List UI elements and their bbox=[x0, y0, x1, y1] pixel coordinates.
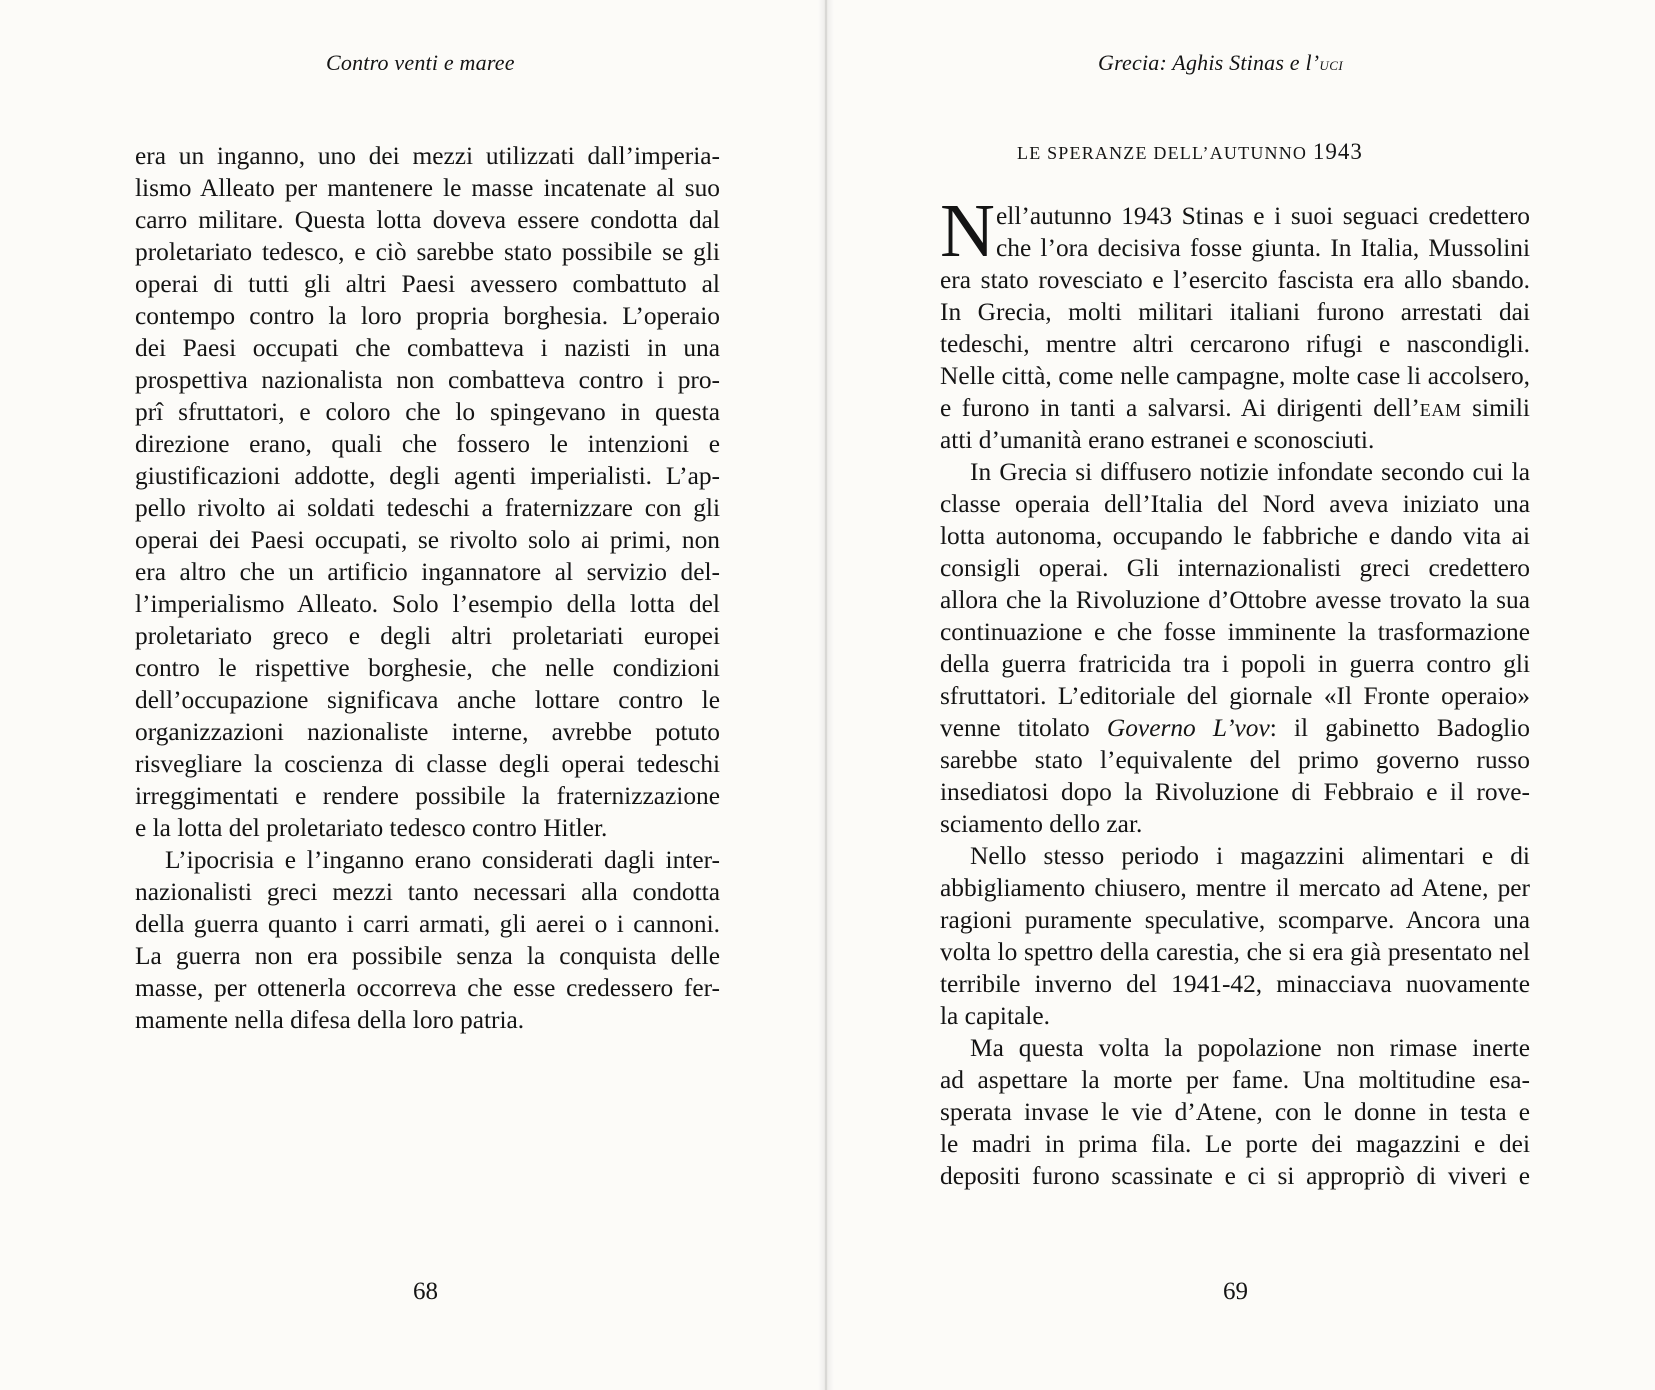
text-line: allora che la Rivoluzione d’Ottobre avesse trovato la sua bbox=[940, 586, 1530, 614]
text-line: organizzazioni nazionaliste interne, avrebbe potuto bbox=[135, 718, 720, 746]
text-line: operai dei Paesi occupati, se rivolto solo ai primi, non bbox=[135, 526, 720, 554]
text-line: depositi furono scassinate e ci si appropriò di viveri e bbox=[940, 1162, 1530, 1190]
text-line: mamente nella difesa della loro patria. bbox=[135, 1006, 525, 1034]
page-number-right: 69 bbox=[1223, 1278, 1248, 1305]
right-text-block bbox=[940, 189, 1530, 1192]
text-line: insediatosi dopo la Rivoluzione di Febbraio e il rove- bbox=[940, 778, 1530, 806]
text-segment: venne titolato bbox=[940, 714, 1107, 742]
text-line: sciamento dello zar. bbox=[940, 810, 1143, 838]
running-head-acronym: uci bbox=[1319, 54, 1344, 74]
section-title-text: LE SPERANZE DELL’AUTUNNO bbox=[1017, 143, 1308, 163]
text-line: irreggimentati e rendere possibile la fraternizzazione bbox=[135, 782, 720, 810]
text-line: lismo Alleato per mantenere le masse incatenate al suo bbox=[135, 174, 720, 202]
page-number-left: 68 bbox=[413, 1278, 438, 1305]
text-line bbox=[940, 392, 1530, 424]
text-line: sperata invase le vie d’Atene, con le donne in testa e bbox=[940, 1098, 1530, 1126]
text-line: ragioni puramente speculative, scomparve. Ancora una bbox=[940, 906, 1530, 934]
text-line: Nelle città, come nelle campagne, molte case li accolsero, bbox=[940, 362, 1530, 390]
text-line: prospettiva nazionalista non combatteva contro i pro- bbox=[135, 366, 720, 394]
text-line bbox=[940, 712, 1530, 744]
right-running-head bbox=[1098, 50, 1343, 76]
text-line: che l’ora decisiva fosse giunta. In Italia, Mussolini bbox=[996, 234, 1530, 262]
text-line: In Grecia si diffusero notizie infondate secondo cui la bbox=[970, 458, 1530, 486]
text-line: terribile inverno del 1941-42, minacciava nuovamente bbox=[940, 970, 1530, 998]
text-line: era altro che un artificio ingannatore al servizio del- bbox=[135, 558, 720, 586]
text-line: lotta autonoma, occupando le fabbriche e dando vita ai bbox=[940, 522, 1530, 550]
text-line: volta lo spettro della carestia, che si era già presentato nel bbox=[940, 938, 1530, 966]
text-line: consigli operai. Gli internazionalisti greci credettero bbox=[940, 554, 1530, 582]
text-line: della guerra quanto i carri armati, gli aerei o i cannoni. bbox=[135, 910, 720, 938]
text-line: Nello stesso periodo i magazzini alimentari e di bbox=[970, 842, 1530, 870]
text-segment: : il gabinetto Badoglio bbox=[1269, 714, 1530, 742]
running-head-text: Grecia: Aghis Stinas e l’ bbox=[1098, 50, 1320, 75]
text-line: era stato rovesciato e l’esercito fascista era allo sbando. bbox=[940, 266, 1530, 294]
text-line: sarebbe stato l’equivalente del primo governo russo bbox=[940, 746, 1530, 774]
book-gutter bbox=[818, 0, 834, 1390]
eam-acronym: eam bbox=[1419, 394, 1462, 422]
text-line: proletariato greco e degli altri proletariati europei bbox=[135, 622, 720, 650]
text-line: sfruttatori. L’editoriale del giornale «Il Fronte operaio» bbox=[940, 682, 1530, 710]
right-page bbox=[826, 0, 1655, 1390]
text-line: pello rivolto ai soldati tedeschi a fraternizzare con gli bbox=[135, 494, 720, 522]
text-line: operai di tutti gli altri Paesi avessero combattuto al bbox=[135, 270, 720, 298]
text-segment: e furono in tanti a salvarsi. Ai dirigenti dell’ bbox=[940, 394, 1420, 422]
text-line: In Grecia, molti militari italiani furono arrestati dai bbox=[940, 298, 1530, 326]
text-line: classe operaia dell’Italia del Nord aveva iniziato una bbox=[940, 490, 1530, 518]
text-line: contempo contro la loro propria borghesia. L’operaio bbox=[135, 302, 720, 330]
text-line: dei Paesi occupati che combatteva i nazisti in una bbox=[135, 334, 720, 362]
text-line: L’ipocrisia e l’inganno erano considerati dagli inter- bbox=[165, 846, 720, 874]
text-line: giustificazioni addotte, degli agenti imperialisti. L’ap- bbox=[135, 462, 720, 490]
section-title-year: 1943 bbox=[1312, 139, 1363, 164]
text-line: le madri in prima fila. Le porte dei magazzini e dei bbox=[940, 1130, 1530, 1158]
text-line: continuazione e che fosse imminente la trasformazione bbox=[940, 618, 1530, 646]
text-line: dell’occupazione significava anche lottare contro le bbox=[135, 686, 720, 714]
text-segment: simili bbox=[1461, 394, 1530, 422]
text-line: Ma questa volta la popolazione non rimase inerte bbox=[970, 1034, 1530, 1062]
text-line: atti d’umanità erano estranei e sconosciuti. bbox=[940, 426, 1375, 454]
text-line: e la lotta del proletariato tedesco contro Hitler. bbox=[135, 814, 608, 842]
text-line: abbigliamento chiusero, mentre il mercato ad Atene, per bbox=[940, 874, 1530, 902]
text-line: carro militare. Questa lotta doveva essere condotta dal bbox=[135, 206, 720, 234]
left-page bbox=[0, 0, 826, 1390]
text-line: risvegliare la coscienza di classe degli operai tedeschi bbox=[135, 750, 720, 778]
text-line: contro le rispettive borghesie, che nelle condizioni bbox=[135, 654, 720, 682]
text-line: la capitale. bbox=[940, 1002, 1050, 1030]
text-line: era un inganno, uno dei mezzi utilizzati dall’imperia- bbox=[135, 142, 720, 170]
left-text-block bbox=[135, 140, 720, 1036]
text-line: tedeschi, mentre altri cercarono rifugi e nascondigli. bbox=[940, 330, 1530, 358]
text-line: masse, per ottenerla occorreva che esse credessero fer- bbox=[135, 974, 720, 1002]
text-line: l’imperialismo Alleato. Solo l’esempio della lotta del bbox=[135, 590, 720, 618]
text-line: ell’autunno 1943 Stinas e i suoi seguaci credettero bbox=[996, 202, 1530, 230]
section-title bbox=[1017, 139, 1363, 165]
left-running-head: Contro venti e maree bbox=[326, 50, 515, 75]
text-line: proletariato tedesco, e ciò sarebbe stato possibile se gli bbox=[135, 238, 720, 266]
text-line: prî sfruttatori, e coloro che lo spingevano in questa bbox=[135, 398, 720, 426]
italic-title: Governo L’vov bbox=[1106, 714, 1270, 742]
text-line: direzione erano, quali che fossero le intenzioni e bbox=[135, 430, 720, 458]
text-line: nazionalisti greci mezzi tanto necessari alla condotta bbox=[135, 878, 720, 906]
text-line: La guerra non era possibile senza la conquista delle bbox=[135, 942, 720, 970]
drop-cap: N bbox=[940, 189, 995, 273]
text-line: ad aspettare la morte per fame. Una moltitudine esa- bbox=[940, 1066, 1530, 1094]
text-line: della guerra fratricida tra i popoli in guerra contro gli bbox=[940, 650, 1530, 678]
